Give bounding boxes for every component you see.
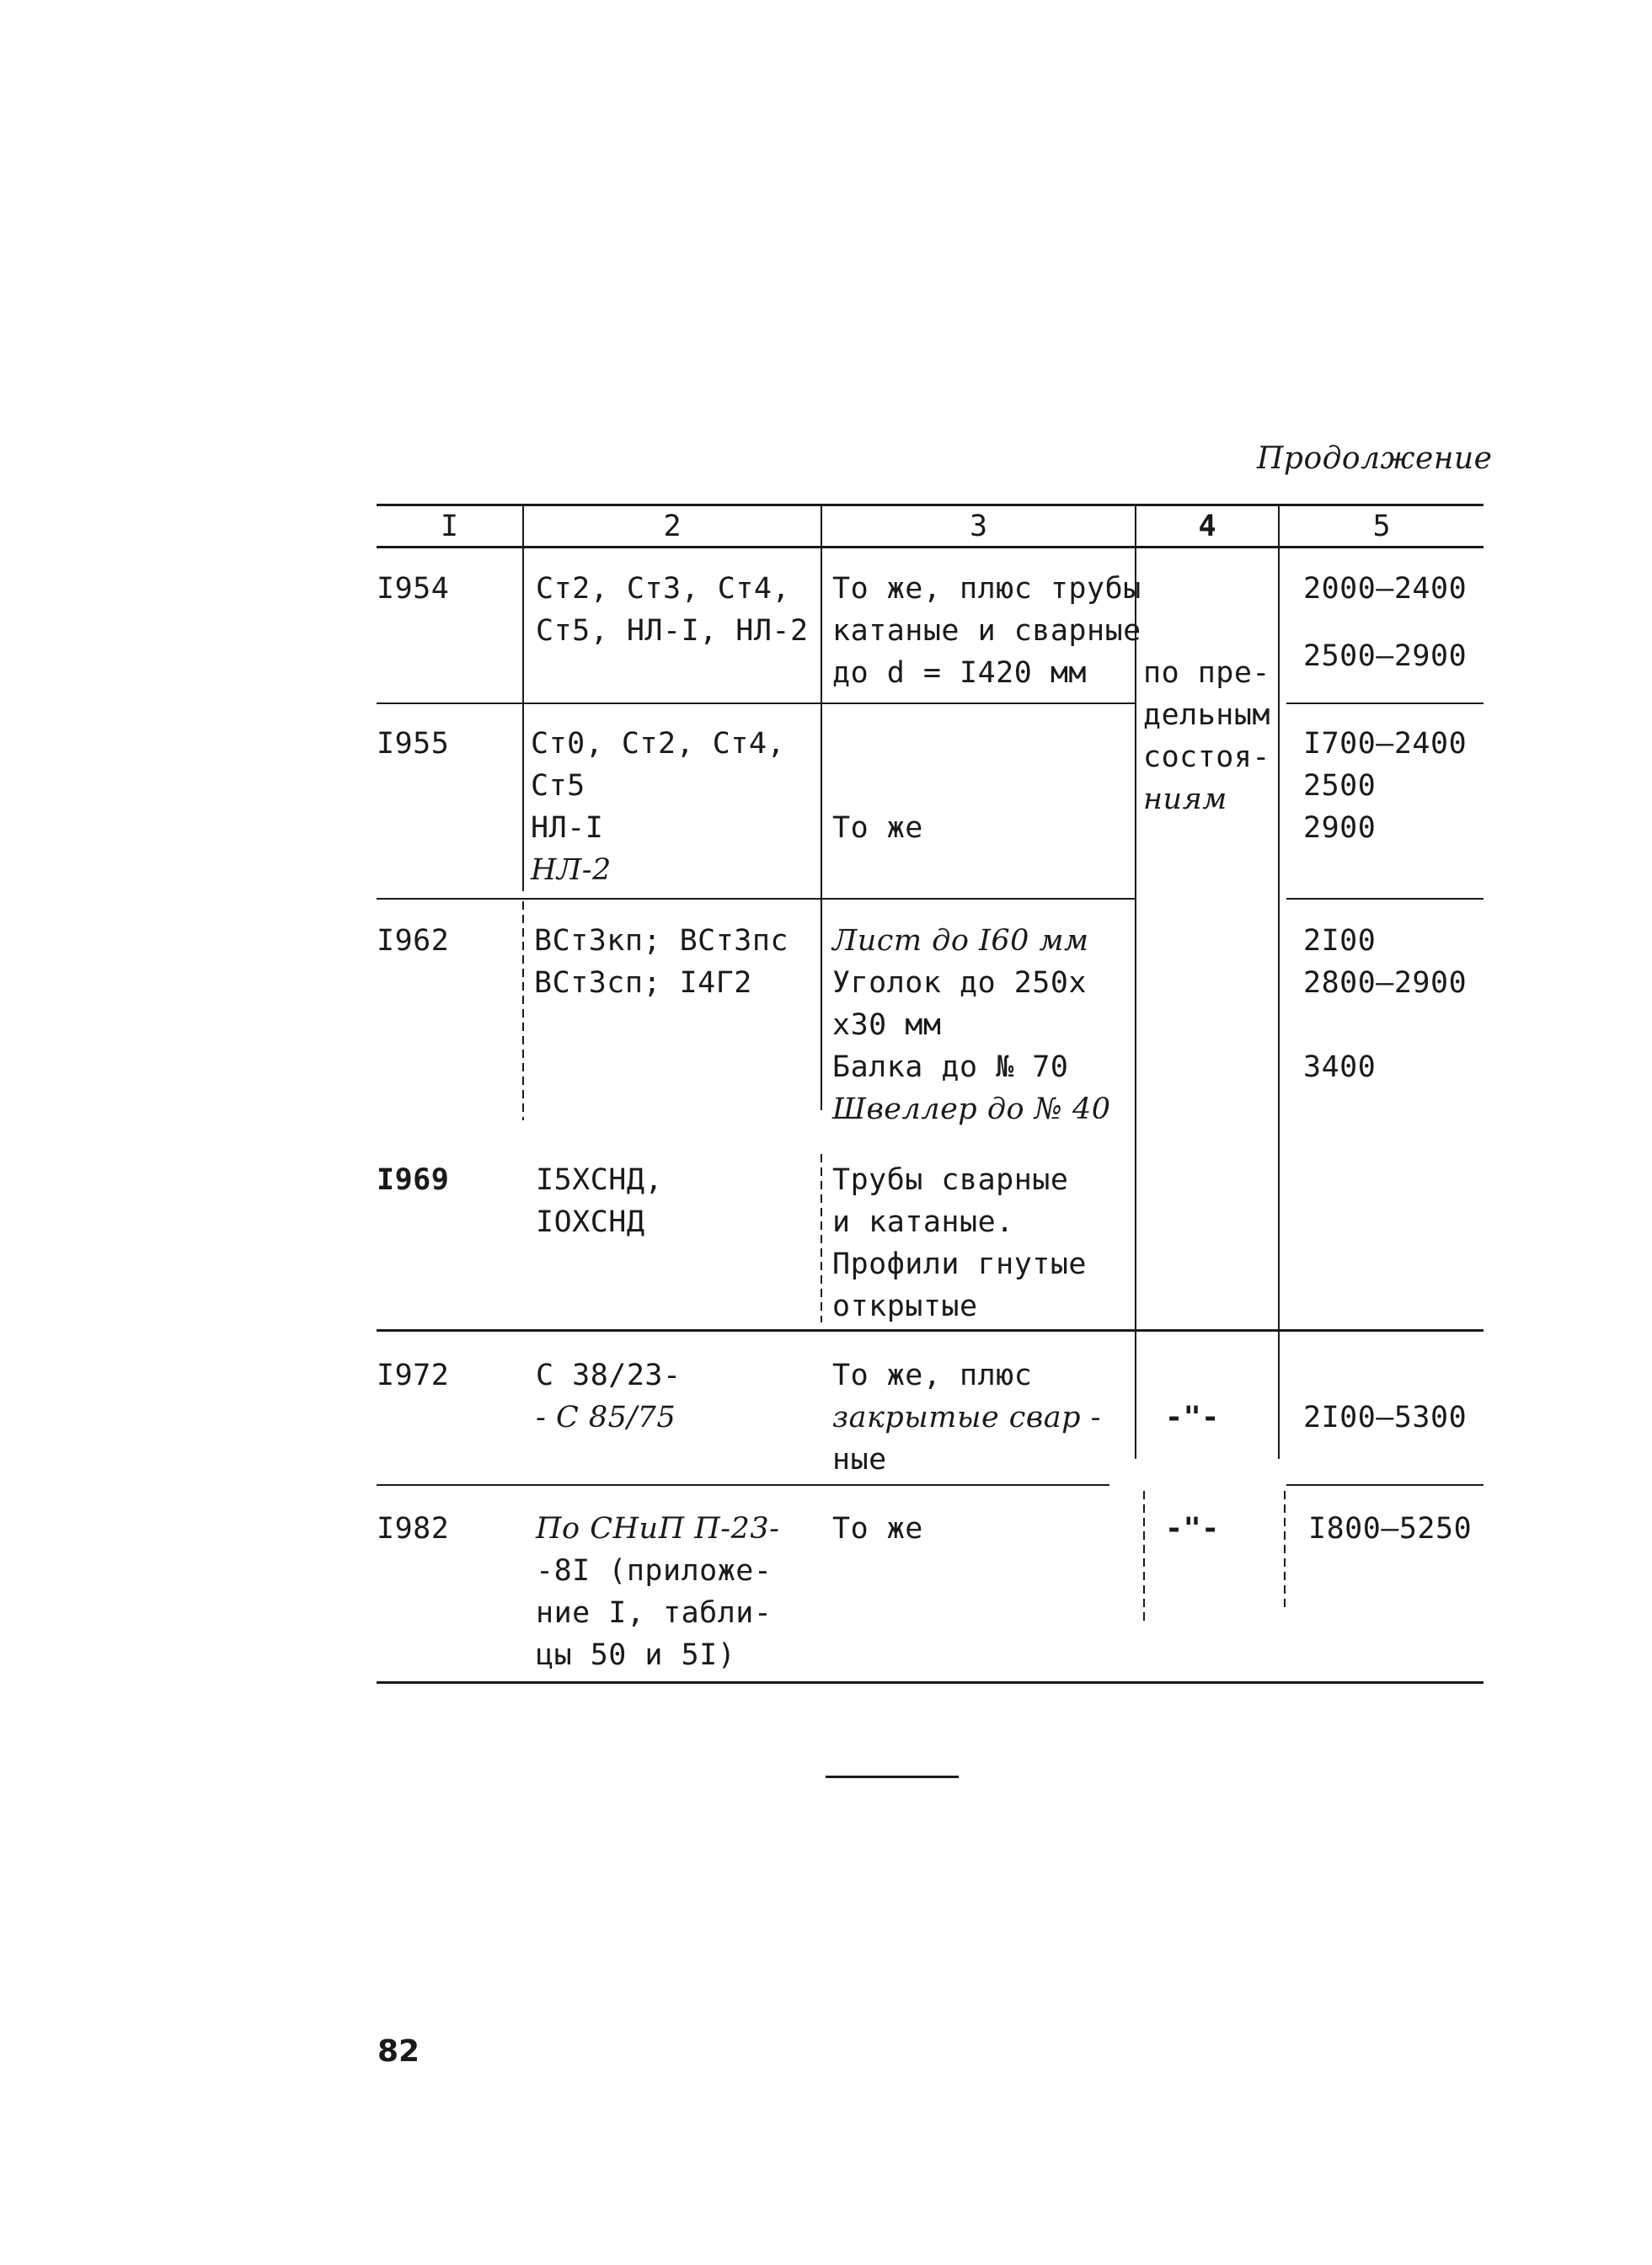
year-cell: I969 bbox=[377, 1163, 450, 1197]
text-line: состоя- bbox=[1143, 740, 1271, 774]
products-cell: То же bbox=[832, 1512, 923, 1546]
text-line: Ст0, Ст2, Ст4, bbox=[531, 727, 786, 761]
text-line: закрытые свар - bbox=[832, 1401, 1101, 1434]
header-bottom-rule bbox=[377, 546, 1484, 548]
method-merged-cell bbox=[1143, 652, 1270, 820]
text-line: - С 85/75 bbox=[536, 1401, 676, 1434]
row-rule-1954 bbox=[377, 702, 1135, 704]
text-line: х30 мм bbox=[832, 1008, 942, 1042]
col-divider-1-2 bbox=[522, 504, 524, 891]
products-cell bbox=[832, 920, 1111, 1130]
text-line: 2500–2900 bbox=[1303, 639, 1468, 673]
text-line: цы 50 и 5I) bbox=[536, 1638, 736, 1672]
text-line: Уголок до 250х bbox=[832, 966, 1088, 1000]
year-cell: I972 bbox=[377, 1359, 450, 1392]
products-cell: То же bbox=[832, 811, 923, 845]
text-line: С 38/23- bbox=[536, 1359, 682, 1392]
row-rule-1972-col5 bbox=[1286, 1484, 1484, 1486]
col-divider-3-4-bottom bbox=[1143, 1491, 1145, 1626]
row-rule-1972 bbox=[377, 1484, 1109, 1486]
table-top-rule bbox=[377, 504, 1484, 506]
text-line: по пре- bbox=[1143, 656, 1271, 690]
text-line: Ст5, НЛ-I, НЛ-2 bbox=[536, 614, 809, 648]
text-line: Ст2, Ст3, Ст4, bbox=[536, 572, 791, 606]
grades-cell bbox=[536, 1508, 779, 1676]
header-col-1: I bbox=[440, 510, 459, 543]
strength-cell bbox=[1303, 920, 1467, 1088]
text-line: и катаные. bbox=[832, 1205, 1014, 1239]
table-bottom-rule bbox=[377, 1681, 1484, 1684]
text-line: ВСт3кп; ВСт3пс bbox=[534, 924, 789, 958]
header-col-5: 5 bbox=[1372, 510, 1391, 543]
year-cell: I954 bbox=[377, 572, 450, 606]
end-rule bbox=[826, 1776, 959, 1778]
method-cell: -"- bbox=[1165, 1401, 1220, 1434]
products-cell bbox=[832, 1159, 1087, 1327]
text-line: 2800–2900 bbox=[1303, 966, 1468, 1000]
text-line: НЛ-2 bbox=[531, 853, 612, 887]
grades-cell bbox=[536, 568, 809, 652]
row-rule-1955 bbox=[377, 898, 1135, 900]
col-divider-4-5-bottom bbox=[1284, 1491, 1286, 1609]
products-cell bbox=[832, 568, 1141, 694]
col-divider-4-5-lower bbox=[1278, 1333, 1280, 1459]
text-line: -8I (приложе- bbox=[536, 1554, 773, 1588]
text-line: 2900 bbox=[1303, 811, 1377, 845]
col-divider-1-2-lower bbox=[522, 901, 524, 1120]
col-divider-3-4-lower bbox=[1135, 1333, 1136, 1459]
text-line: ние I, табли- bbox=[536, 1596, 773, 1630]
text-line: Профили гнутые bbox=[832, 1247, 1088, 1281]
grades-cell bbox=[531, 723, 785, 891]
text-line: до d = I420 мм bbox=[832, 656, 1088, 690]
col-divider-2-3 bbox=[821, 504, 822, 1110]
text-line: 2500 bbox=[1303, 769, 1377, 803]
text-line: По СНиП П-23- bbox=[536, 1512, 780, 1546]
row-rule-1955-col5 bbox=[1286, 898, 1484, 900]
header-col-3: 3 bbox=[969, 510, 988, 543]
col-divider-2-3-lower bbox=[821, 1154, 822, 1322]
year-cell: I982 bbox=[377, 1512, 450, 1546]
header-col-2: 2 bbox=[663, 510, 682, 543]
grades-cell bbox=[536, 1354, 682, 1439]
strength-cell: 2I00–5300 bbox=[1303, 1401, 1468, 1434]
text-line: То же, плюс трубы bbox=[832, 572, 1141, 606]
text-line: ВСт3сп; I4Г2 bbox=[534, 966, 752, 1000]
row-rule-1954-col5 bbox=[1286, 702, 1484, 704]
continuation-label: Продолжение bbox=[1257, 441, 1493, 476]
header-col-4: 4 bbox=[1198, 510, 1216, 543]
text-line: 2000–2400 bbox=[1303, 572, 1468, 606]
strength-cell bbox=[1303, 723, 1467, 849]
strength-cell: I800–5250 bbox=[1308, 1512, 1473, 1546]
text-line: катаные и сварные bbox=[832, 614, 1141, 648]
text-line: То же, плюс bbox=[832, 1359, 1033, 1392]
grades-cell bbox=[536, 1159, 663, 1243]
row-rule-1969 bbox=[377, 1329, 1484, 1332]
text-line: ниям bbox=[1143, 783, 1227, 816]
text-line: ные bbox=[832, 1443, 887, 1477]
page-number: 82 bbox=[377, 2034, 420, 2069]
text-line: Швеллер до № 40 bbox=[832, 1092, 1111, 1126]
method-cell: -"- bbox=[1165, 1512, 1220, 1546]
year-cell: I955 bbox=[377, 727, 450, 761]
text-line: 2I00 bbox=[1303, 924, 1377, 958]
text-line: Ст5 bbox=[531, 769, 585, 803]
col-divider-4-5 bbox=[1278, 504, 1280, 1333]
year-cell: I962 bbox=[377, 924, 450, 958]
products-cell bbox=[832, 1354, 1101, 1481]
text-line: открытые bbox=[832, 1290, 978, 1323]
text-line: НЛ-I bbox=[531, 811, 604, 845]
text-line: IOХСНД bbox=[536, 1205, 645, 1239]
strength-cell bbox=[1303, 568, 1467, 677]
text-line: Лист до I60 мм bbox=[832, 924, 1089, 958]
grades-cell bbox=[534, 920, 789, 1004]
text-line: Балка до № 70 bbox=[832, 1050, 1069, 1084]
text-line: дельным bbox=[1143, 698, 1271, 732]
text-line: I5ХСНД, bbox=[536, 1163, 664, 1197]
text-line: Трубы сварные bbox=[832, 1163, 1069, 1197]
text-line: 3400 bbox=[1303, 1050, 1377, 1084]
text-line: I700–2400 bbox=[1303, 727, 1468, 761]
